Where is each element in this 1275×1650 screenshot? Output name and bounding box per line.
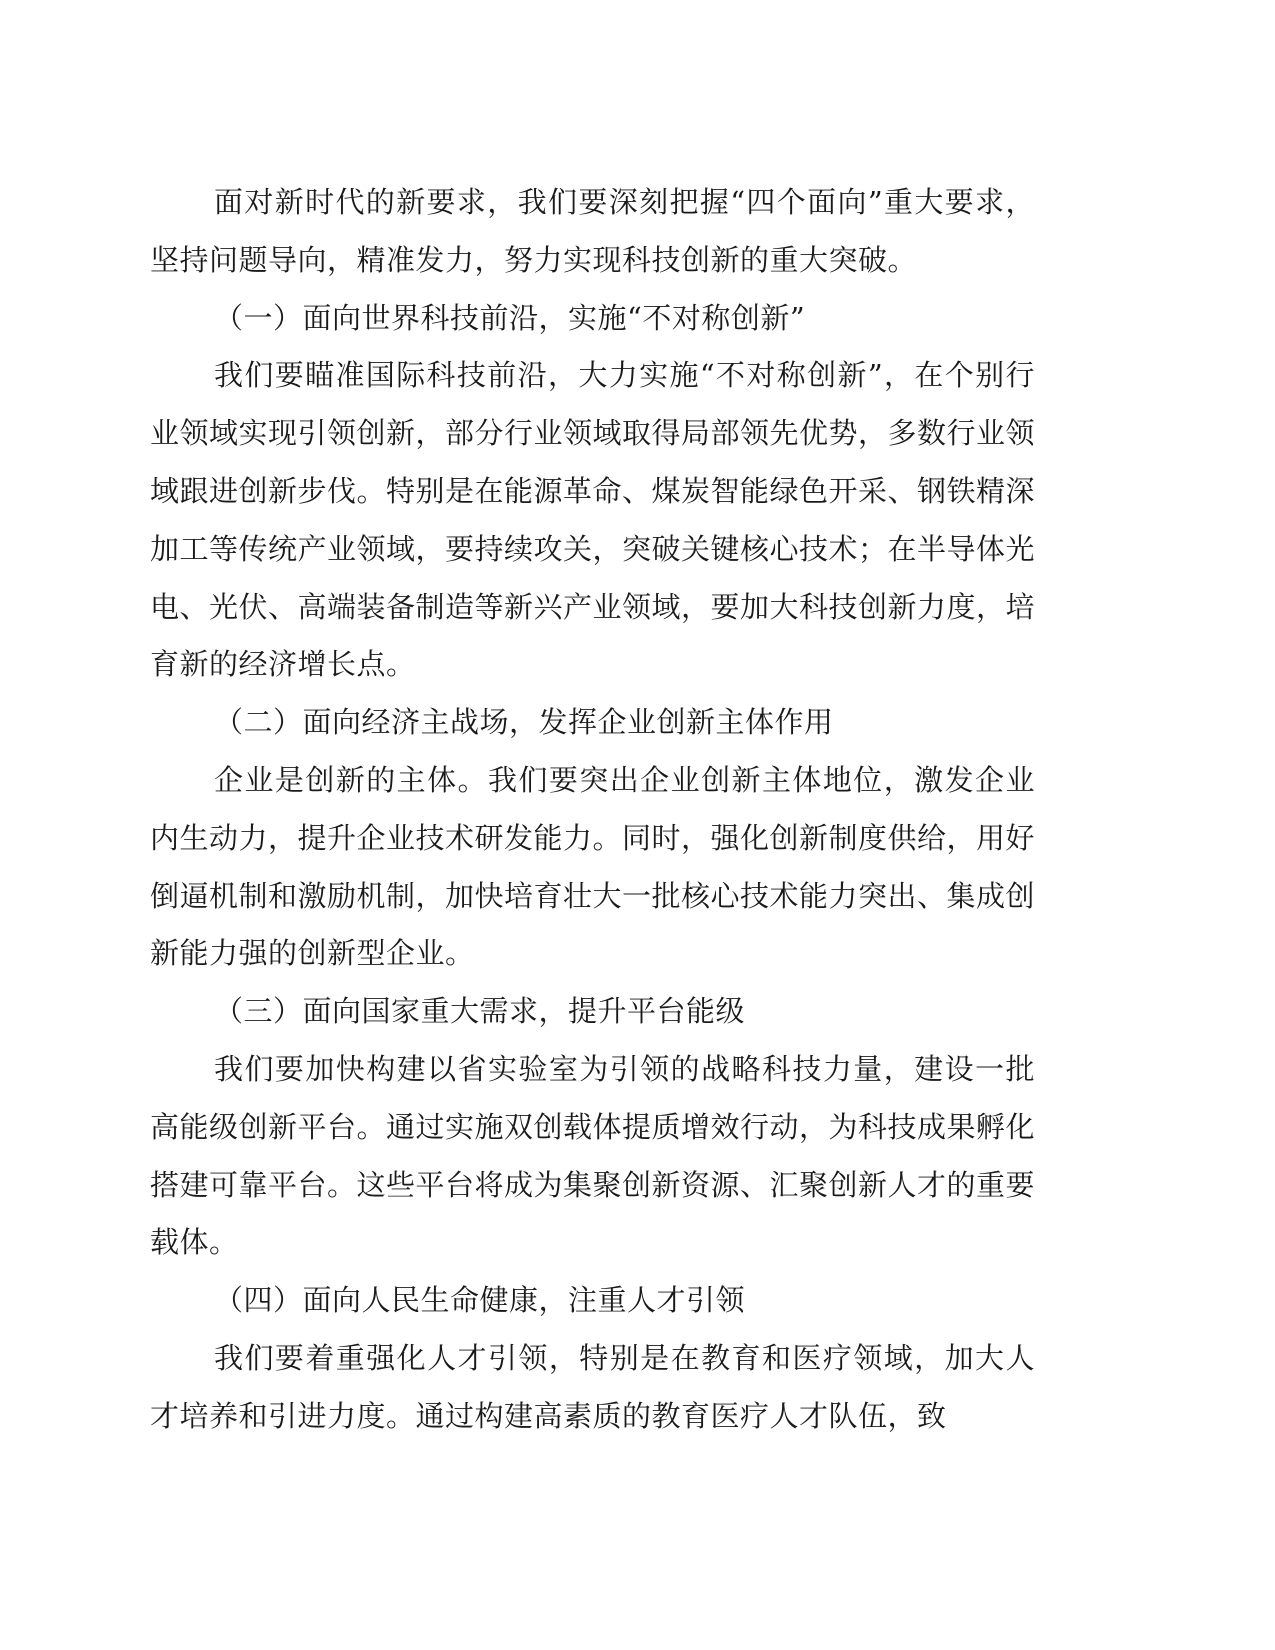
section-heading-3: （三）面向国家重大需求，提升平台能级 [214,994,746,1029]
section-heading-2: （二）面向经济主战场，发挥企业创新主体作用 [214,705,834,740]
intro-paragraph: 面对新时代的新要求，我们要深刻把握“四个面向”重大要求，坚持问题导向，精准发力，努力实现科技创新的重大突破。 [150,185,1035,277]
section-4-paragraph: 我们要着重强化人才引领，特别是在教育和医疗领域，加大人才培养和引进力度。通过构建高素质的教育医疗人才队伍，致 [150,1340,1035,1433]
document-page [150,174,1035,1446]
section-1-paragraph: 我们要瞄准国际科技前沿，大力实施“不对称创新”，在个别行业领域实现引领创新，部分行业领域取得局部领先优势，多数行业领域跟进创新步伐。特别是在能源革命、煤炭智能绿色开采、钢铁精深加工等传统产业领域，要持续攻关，突破关键核心技术；在半导体光电、光伏、高端装备制造等新兴产业领域，要加大科技创新力度，培育新的经济增长点。 [150,358,1036,682]
section-2-paragraph: 企业是创新的主体。我们要突出企业创新主体地位，激发企业内生动力，提升企业技术研发能力。同时，强化创新制度供给，用好倒逼机制和激励机制，加快培育壮大一批核心技术能力突出、集成创新能力强的创新型企业。 [150,762,1036,971]
section-heading-4: （四）面向人民生命健康，注重人才引领 [214,1283,746,1318]
section-heading-1: （一）面向世界科技前沿，实施“不对称创新” [214,300,806,335]
section-3-paragraph: 我们要加快构建以省实验室为引领的战略科技力量，建设一批高能级创新平台。通过实施双创载体提质增效行动，为科技成果孵化搭建可靠平台。这些平台将成为集聚创新资源、汇聚创新人才的重要载体。 [150,1051,1036,1260]
